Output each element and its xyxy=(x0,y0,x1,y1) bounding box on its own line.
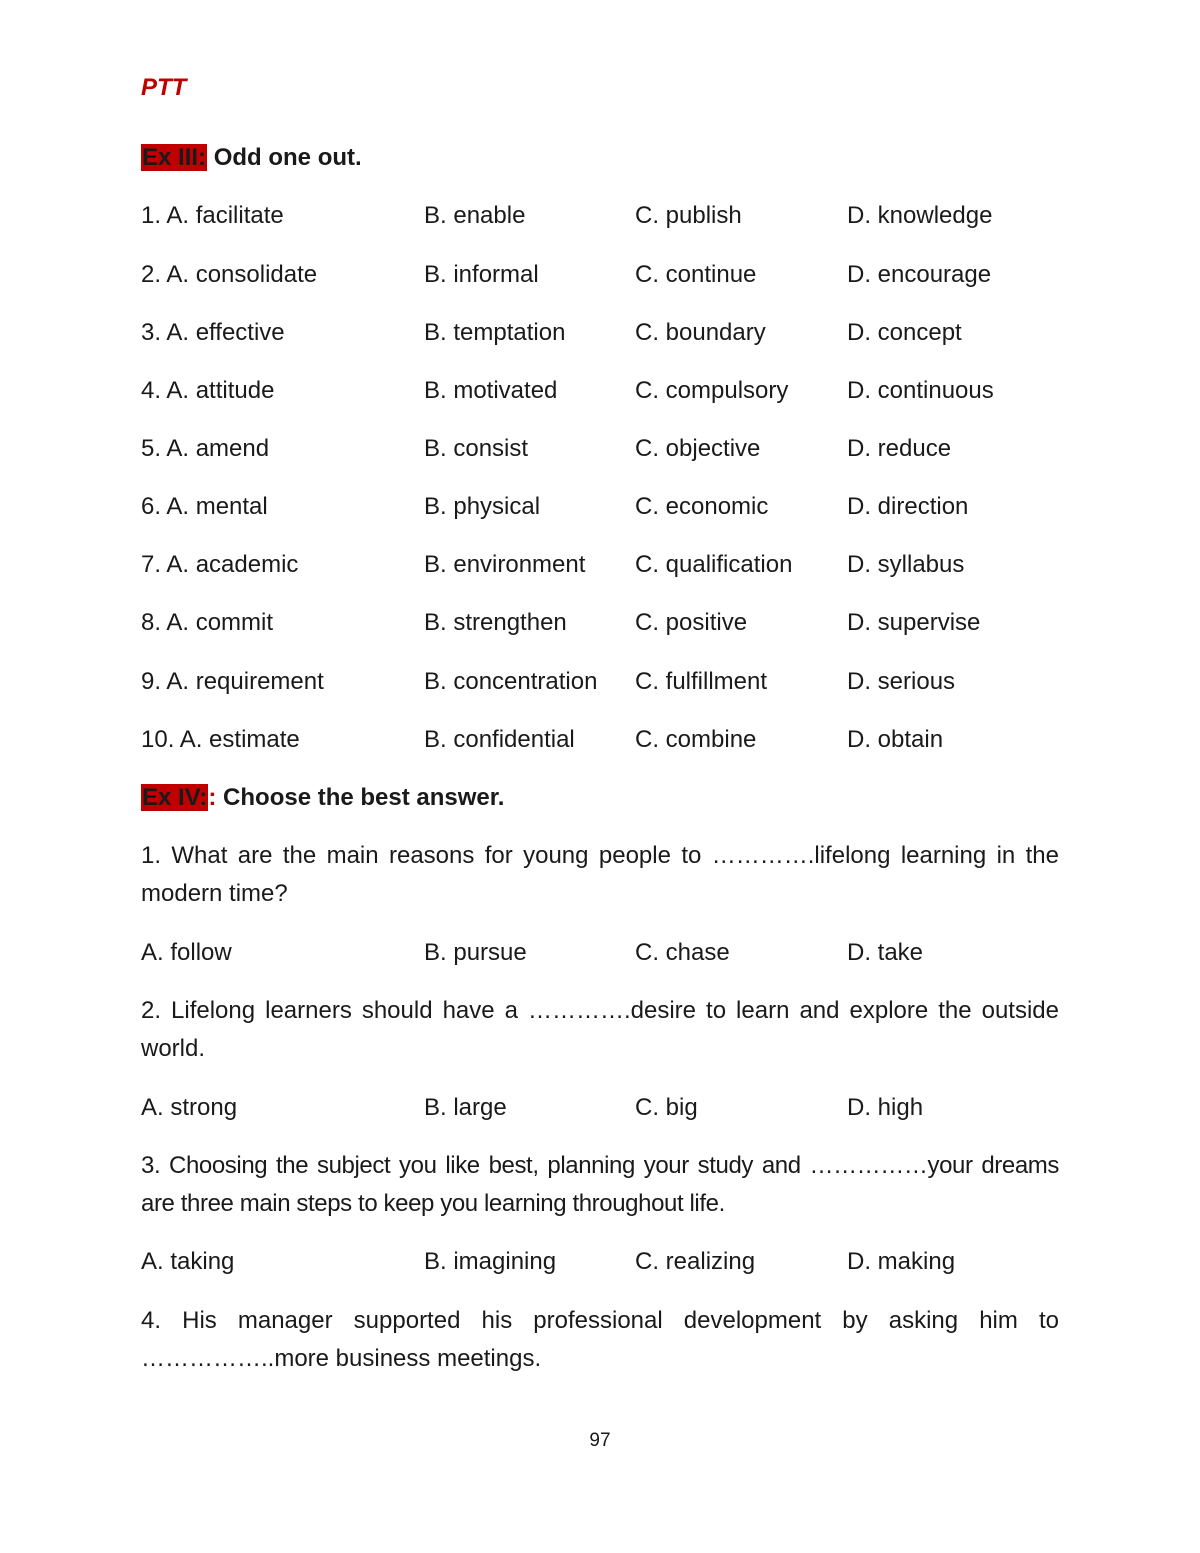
ex3-option: C. objective xyxy=(635,435,761,462)
ex3-option: 3. A. effective xyxy=(141,319,285,346)
ex3-row-5 xyxy=(141,432,1059,466)
ex3-option: B. physical xyxy=(424,493,541,520)
ex3-row-1 xyxy=(141,199,1059,233)
ex3-option: 6. A. mental xyxy=(141,493,268,520)
ex3-option: C. boundary xyxy=(635,319,766,346)
answer-option: D. take xyxy=(847,939,924,966)
question-1-options xyxy=(141,936,1059,970)
ex3-option: D. encourage xyxy=(847,261,992,288)
answer-option: D. making xyxy=(847,1248,956,1275)
question-1-text: 1. What are the main reasons for young people to ………….lifelong learning in the modern time? xyxy=(141,842,1059,907)
ex3-option: D. syllabus xyxy=(847,551,965,578)
ex3-option: C. continue xyxy=(635,261,757,288)
ex3-option: D. knowledge xyxy=(847,202,993,229)
ex3-option: 10. A. estimate xyxy=(141,726,300,753)
ex3-option: 2. A. consolidate xyxy=(141,261,318,288)
ex3-option: C. economic xyxy=(635,493,769,520)
document-page xyxy=(141,0,1059,1553)
ex3-option: C. compulsory xyxy=(635,377,789,404)
question-3-options xyxy=(141,1245,1059,1279)
answer-option: B. imagining xyxy=(424,1248,557,1275)
question-2-options xyxy=(141,1091,1059,1125)
ex3-row-9 xyxy=(141,665,1059,699)
question-4-text: 4. His manager supported his professional development by asking him to ……………..more business meetings. xyxy=(141,1307,1059,1372)
ex3-option: 7. A. academic xyxy=(141,551,299,578)
ex3-option: C. publish xyxy=(635,202,742,229)
brand-label: PTT xyxy=(141,74,187,101)
ex3-option: B. concentration xyxy=(424,668,598,695)
ex3-option: 4. A. attitude xyxy=(141,377,275,404)
answer-option: C. big xyxy=(635,1094,698,1121)
ex3-option: B. temptation xyxy=(424,319,566,346)
ex3-option: 1. A. facilitate xyxy=(141,202,284,229)
answer-option: B. large xyxy=(424,1094,507,1121)
answer-option: B. pursue xyxy=(424,939,527,966)
ex3-option: C. combine xyxy=(635,726,757,753)
ex3-option: C. qualification xyxy=(635,551,793,578)
ex3-row-2 xyxy=(141,258,1059,292)
ex3-option: D. supervise xyxy=(847,609,981,636)
ex3-option: B. consist xyxy=(424,435,529,462)
answer-option: D. high xyxy=(847,1094,924,1121)
ex3-option: B. informal xyxy=(424,261,539,288)
ex3-row-8 xyxy=(141,606,1059,640)
ex4-title: Choose the best answer. xyxy=(216,784,505,811)
ex3-option: B. environment xyxy=(424,551,586,578)
ex4-tag: Ex IV: xyxy=(142,784,208,811)
ex3-heading xyxy=(141,141,362,175)
ex3-option: B. enable xyxy=(424,202,526,229)
question-2-text: 2. Lifelong learners should have a ………….desire to learn and explore the outside world. xyxy=(141,997,1059,1062)
ex3-title: Odd one out. xyxy=(207,144,362,171)
ex3-option: D. concept xyxy=(847,319,962,346)
ex3-option: 9. A. requirement xyxy=(141,668,324,695)
ex4-heading xyxy=(141,781,504,815)
ex3-row-6 xyxy=(141,490,1059,524)
ex3-option: D. continuous xyxy=(847,377,994,404)
ex3-row-10 xyxy=(141,723,1059,757)
ex3-row-3 xyxy=(141,316,1059,350)
question-3-text: 3. Choosing the subject you like best, planning your study and ……………your dreams are three main steps to keep you learning throughout life. xyxy=(141,1152,1059,1217)
ex3-option: C. positive xyxy=(635,609,748,636)
ex3-option: 5. A. amend xyxy=(141,435,270,462)
ex3-option: D. reduce xyxy=(847,435,952,462)
ex3-option: B. motivated xyxy=(424,377,558,404)
ex3-option: B. confidential xyxy=(424,726,575,753)
ex3-option: B. strengthen xyxy=(424,609,567,636)
ex3-option: D. direction xyxy=(847,493,969,520)
answer-option: C. realizing xyxy=(635,1248,756,1275)
ex3-option: 8. A. commit xyxy=(141,609,274,636)
answer-option: A. taking xyxy=(141,1248,235,1275)
page-number: 97 xyxy=(589,1430,611,1451)
answer-option: A. follow xyxy=(141,939,232,966)
ex3-option: D. serious xyxy=(847,668,956,695)
ex3-row-7 xyxy=(141,548,1059,582)
ex3-tag: Ex III: xyxy=(142,144,207,171)
ex3-option: D. obtain xyxy=(847,726,944,753)
ex4-tag-colon: : xyxy=(208,784,217,811)
answer-option: A. strong xyxy=(141,1094,238,1121)
ex3-row-4 xyxy=(141,374,1059,408)
ex3-option: C. fulfillment xyxy=(635,668,768,695)
answer-option: C. chase xyxy=(635,939,730,966)
